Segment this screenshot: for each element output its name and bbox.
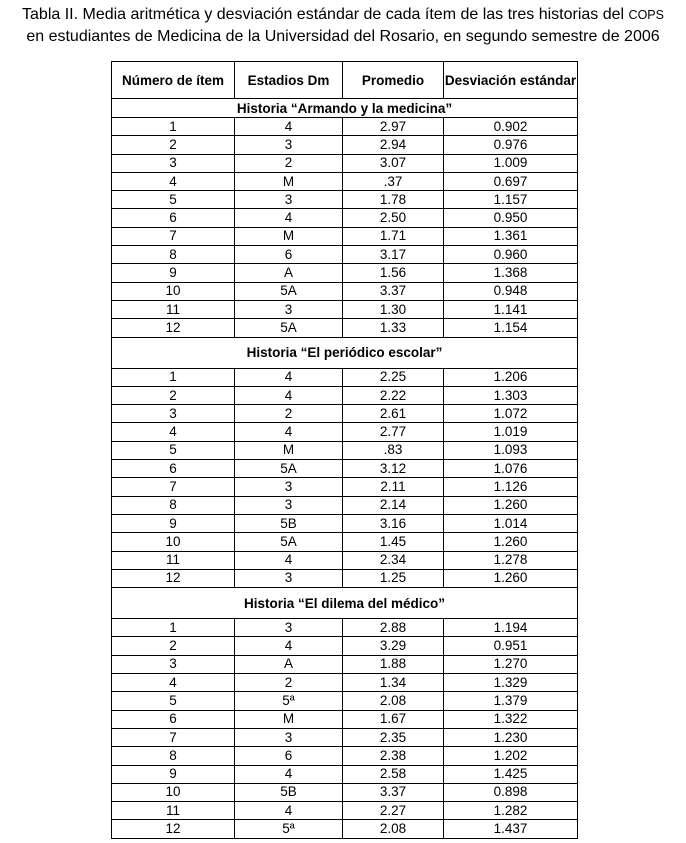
cell-mean: 2.58 bbox=[343, 765, 444, 783]
cell-stage: 5A bbox=[235, 460, 343, 478]
cell-mean: 1.30 bbox=[343, 300, 444, 318]
cell-stage: 5ª bbox=[235, 692, 343, 710]
cell-stage: 4 bbox=[235, 637, 343, 655]
cell-mean: .37 bbox=[343, 172, 444, 190]
table-row bbox=[112, 783, 578, 801]
cell-mean: .83 bbox=[343, 441, 444, 459]
cell-std-dev: 1.009 bbox=[444, 154, 578, 172]
cell-item-number: 9 bbox=[112, 765, 235, 783]
cell-stage: 5A bbox=[235, 319, 343, 337]
cell-std-dev: 1.379 bbox=[444, 692, 578, 710]
header-item-number: Número de ítem bbox=[112, 62, 235, 99]
cell-item-number: 8 bbox=[112, 747, 235, 765]
cell-item-number: 11 bbox=[112, 802, 235, 820]
table-row bbox=[112, 478, 578, 496]
table-row bbox=[112, 264, 578, 282]
section-header-row bbox=[112, 337, 578, 368]
cell-mean: 2.25 bbox=[343, 368, 444, 386]
table-caption bbox=[0, 4, 686, 47]
cell-mean: 2.35 bbox=[343, 728, 444, 746]
cell-std-dev: 1.157 bbox=[444, 191, 578, 209]
table-row bbox=[112, 820, 578, 838]
table-row bbox=[112, 441, 578, 459]
cell-std-dev: 1.126 bbox=[444, 478, 578, 496]
cell-item-number: 10 bbox=[112, 533, 235, 551]
cell-std-dev: 1.093 bbox=[444, 441, 578, 459]
cell-mean: 2.88 bbox=[343, 619, 444, 637]
cell-std-dev: 1.260 bbox=[444, 533, 578, 551]
cell-mean: 2.50 bbox=[343, 209, 444, 227]
cell-stage: 2 bbox=[235, 674, 343, 692]
cell-mean: 2.77 bbox=[343, 423, 444, 441]
table-row bbox=[112, 496, 578, 514]
header-mean: Promedio bbox=[343, 62, 444, 99]
cell-std-dev: 1.425 bbox=[444, 765, 578, 783]
header-std-dev: Desviación estándar bbox=[444, 62, 578, 99]
table-row bbox=[112, 728, 578, 746]
cell-stage: 5A bbox=[235, 533, 343, 551]
cell-stage: 5B bbox=[235, 514, 343, 532]
cell-mean: 2.97 bbox=[343, 118, 444, 136]
cell-stage: 6 bbox=[235, 246, 343, 264]
cell-stage: 4 bbox=[235, 368, 343, 386]
cell-mean: 2.27 bbox=[343, 802, 444, 820]
cell-stage: A bbox=[235, 264, 343, 282]
cell-item-number: 7 bbox=[112, 227, 235, 245]
cell-mean: 1.25 bbox=[343, 569, 444, 587]
cell-item-number: 1 bbox=[112, 368, 235, 386]
section-title: Historia “Armando y la medicina” bbox=[112, 99, 578, 118]
cell-mean: 3.07 bbox=[343, 154, 444, 172]
cell-stage: 3 bbox=[235, 300, 343, 318]
cell-item-number: 6 bbox=[112, 209, 235, 227]
cell-std-dev: 1.141 bbox=[444, 300, 578, 318]
cell-std-dev: 1.303 bbox=[444, 386, 578, 404]
cell-item-number: 12 bbox=[112, 820, 235, 838]
cell-mean: 2.94 bbox=[343, 136, 444, 154]
cell-mean: 1.45 bbox=[343, 533, 444, 551]
section-title: Historia “El periódico escolar” bbox=[112, 337, 578, 368]
table-row bbox=[112, 533, 578, 551]
cell-item-number: 7 bbox=[112, 478, 235, 496]
table-row bbox=[112, 674, 578, 692]
cell-mean: 3.16 bbox=[343, 514, 444, 532]
cell-std-dev: 0.697 bbox=[444, 172, 578, 190]
cell-std-dev: 0.948 bbox=[444, 282, 578, 300]
cell-std-dev: 0.898 bbox=[444, 783, 578, 801]
cell-stage: M bbox=[235, 172, 343, 190]
table-row bbox=[112, 619, 578, 637]
cell-stage: 3 bbox=[235, 619, 343, 637]
cell-stage: 3 bbox=[235, 136, 343, 154]
cell-item-number: 11 bbox=[112, 300, 235, 318]
cell-item-number: 9 bbox=[112, 514, 235, 532]
cell-stage: 4 bbox=[235, 551, 343, 569]
cell-mean: 3.17 bbox=[343, 246, 444, 264]
table-row bbox=[112, 637, 578, 655]
cell-std-dev: 1.361 bbox=[444, 227, 578, 245]
cell-std-dev: 1.076 bbox=[444, 460, 578, 478]
table-row bbox=[112, 282, 578, 300]
cell-std-dev: 1.072 bbox=[444, 405, 578, 423]
table-row bbox=[112, 319, 578, 337]
cell-stage: 5ª bbox=[235, 820, 343, 838]
table-row bbox=[112, 154, 578, 172]
cell-stage: 4 bbox=[235, 765, 343, 783]
cell-stage: 4 bbox=[235, 386, 343, 404]
results-table bbox=[111, 61, 578, 839]
cell-std-dev: 1.260 bbox=[444, 496, 578, 514]
cell-std-dev: 0.960 bbox=[444, 246, 578, 264]
cell-stage: 3 bbox=[235, 569, 343, 587]
table-row bbox=[112, 191, 578, 209]
cell-std-dev: 0.976 bbox=[444, 136, 578, 154]
cell-item-number: 5 bbox=[112, 191, 235, 209]
cell-item-number: 2 bbox=[112, 637, 235, 655]
table-body bbox=[112, 99, 578, 839]
cell-item-number: 8 bbox=[112, 496, 235, 514]
cell-mean: 1.33 bbox=[343, 319, 444, 337]
cell-mean: 2.08 bbox=[343, 820, 444, 838]
cell-mean: 1.78 bbox=[343, 191, 444, 209]
cell-mean: 2.11 bbox=[343, 478, 444, 496]
cell-item-number: 5 bbox=[112, 692, 235, 710]
cell-mean: 3.37 bbox=[343, 783, 444, 801]
cell-mean: 1.67 bbox=[343, 710, 444, 728]
cell-stage: 4 bbox=[235, 802, 343, 820]
cell-item-number: 2 bbox=[112, 386, 235, 404]
cell-std-dev: 1.437 bbox=[444, 820, 578, 838]
cell-std-dev: 0.951 bbox=[444, 637, 578, 655]
section-header-row bbox=[112, 588, 578, 619]
table-row bbox=[112, 405, 578, 423]
cell-mean: 2.08 bbox=[343, 692, 444, 710]
cell-std-dev: 1.368 bbox=[444, 264, 578, 282]
cell-item-number: 3 bbox=[112, 154, 235, 172]
cell-std-dev: 1.202 bbox=[444, 747, 578, 765]
cell-mean: 2.34 bbox=[343, 551, 444, 569]
cell-stage: 2 bbox=[235, 154, 343, 172]
cell-stage: 4 bbox=[235, 118, 343, 136]
cell-stage: M bbox=[235, 441, 343, 459]
cell-std-dev: 1.014 bbox=[444, 514, 578, 532]
cell-stage: 3 bbox=[235, 191, 343, 209]
table-row bbox=[112, 710, 578, 728]
caption-cops-label: COPS bbox=[628, 8, 664, 22]
table-row bbox=[112, 551, 578, 569]
cell-stage: 3 bbox=[235, 496, 343, 514]
cell-std-dev: 1.019 bbox=[444, 423, 578, 441]
cell-item-number: 4 bbox=[112, 674, 235, 692]
cell-item-number: 12 bbox=[112, 319, 235, 337]
table-row bbox=[112, 136, 578, 154]
section-header-row bbox=[112, 99, 578, 118]
table-row bbox=[112, 423, 578, 441]
cell-stage: M bbox=[235, 710, 343, 728]
table-row bbox=[112, 569, 578, 587]
cell-item-number: 10 bbox=[112, 282, 235, 300]
table-row bbox=[112, 802, 578, 820]
cell-mean: 2.61 bbox=[343, 405, 444, 423]
cell-mean: 1.71 bbox=[343, 227, 444, 245]
cell-stage: 4 bbox=[235, 423, 343, 441]
table-row bbox=[112, 386, 578, 404]
cell-item-number: 4 bbox=[112, 423, 235, 441]
cell-item-number: 11 bbox=[112, 551, 235, 569]
cell-item-number: 12 bbox=[112, 569, 235, 587]
cell-item-number: 6 bbox=[112, 710, 235, 728]
cell-stage: 6 bbox=[235, 747, 343, 765]
cell-item-number: 3 bbox=[112, 655, 235, 673]
table-row bbox=[112, 209, 578, 227]
cell-std-dev: 1.270 bbox=[444, 655, 578, 673]
caption-line-1-text: Tabla II. Media aritmética y desviación estándar de cada ítem de las tres historias del bbox=[22, 6, 625, 23]
table-row bbox=[112, 655, 578, 673]
cell-item-number: 5 bbox=[112, 441, 235, 459]
cell-item-number: 2 bbox=[112, 136, 235, 154]
cell-std-dev: 1.278 bbox=[444, 551, 578, 569]
cell-item-number: 1 bbox=[112, 118, 235, 136]
cell-stage: 4 bbox=[235, 209, 343, 227]
cell-std-dev: 1.329 bbox=[444, 674, 578, 692]
cell-stage: A bbox=[235, 655, 343, 673]
cell-std-dev: 1.282 bbox=[444, 802, 578, 820]
cell-item-number: 1 bbox=[112, 619, 235, 637]
table-row bbox=[112, 765, 578, 783]
table-row bbox=[112, 118, 578, 136]
cell-item-number: 9 bbox=[112, 264, 235, 282]
cell-std-dev: 1.206 bbox=[444, 368, 578, 386]
cell-mean: 1.56 bbox=[343, 264, 444, 282]
cell-mean: 2.38 bbox=[343, 747, 444, 765]
table-row bbox=[112, 368, 578, 386]
caption-line-2: en estudiantes de Medicina de la Universidad del Rosario, en segundo semestre de 2006 bbox=[26, 28, 660, 45]
cell-stage: 3 bbox=[235, 478, 343, 496]
cell-mean: 3.37 bbox=[343, 282, 444, 300]
cell-mean: 2.22 bbox=[343, 386, 444, 404]
table-row bbox=[112, 747, 578, 765]
cell-mean: 1.34 bbox=[343, 674, 444, 692]
table-row bbox=[112, 246, 578, 264]
cell-mean: 3.29 bbox=[343, 637, 444, 655]
cell-mean: 1.88 bbox=[343, 655, 444, 673]
table-row bbox=[112, 514, 578, 532]
cell-std-dev: 0.902 bbox=[444, 118, 578, 136]
cell-stage: 5A bbox=[235, 282, 343, 300]
caption-line-1 bbox=[0, 4, 686, 26]
cell-std-dev: 1.230 bbox=[444, 728, 578, 746]
table-row bbox=[112, 460, 578, 478]
cell-stage: 5B bbox=[235, 783, 343, 801]
header-stage: Estadios Dm bbox=[235, 62, 343, 99]
table-row bbox=[112, 300, 578, 318]
cell-std-dev: 1.154 bbox=[444, 319, 578, 337]
table-row bbox=[112, 172, 578, 190]
cell-std-dev: 1.322 bbox=[444, 710, 578, 728]
cell-item-number: 8 bbox=[112, 246, 235, 264]
table-row bbox=[112, 692, 578, 710]
table-row bbox=[112, 227, 578, 245]
cell-item-number: 4 bbox=[112, 172, 235, 190]
cell-stage: M bbox=[235, 227, 343, 245]
cell-std-dev: 0.950 bbox=[444, 209, 578, 227]
cell-item-number: 10 bbox=[112, 783, 235, 801]
cell-mean: 3.12 bbox=[343, 460, 444, 478]
cell-std-dev: 1.260 bbox=[444, 569, 578, 587]
cell-stage: 3 bbox=[235, 728, 343, 746]
section-title: Historia “El dilema del médico” bbox=[112, 588, 578, 619]
cell-item-number: 6 bbox=[112, 460, 235, 478]
header-row bbox=[112, 62, 578, 99]
cell-std-dev: 1.194 bbox=[444, 619, 578, 637]
cell-item-number: 7 bbox=[112, 728, 235, 746]
cell-stage: 2 bbox=[235, 405, 343, 423]
cell-item-number: 3 bbox=[112, 405, 235, 423]
cell-mean: 2.14 bbox=[343, 496, 444, 514]
